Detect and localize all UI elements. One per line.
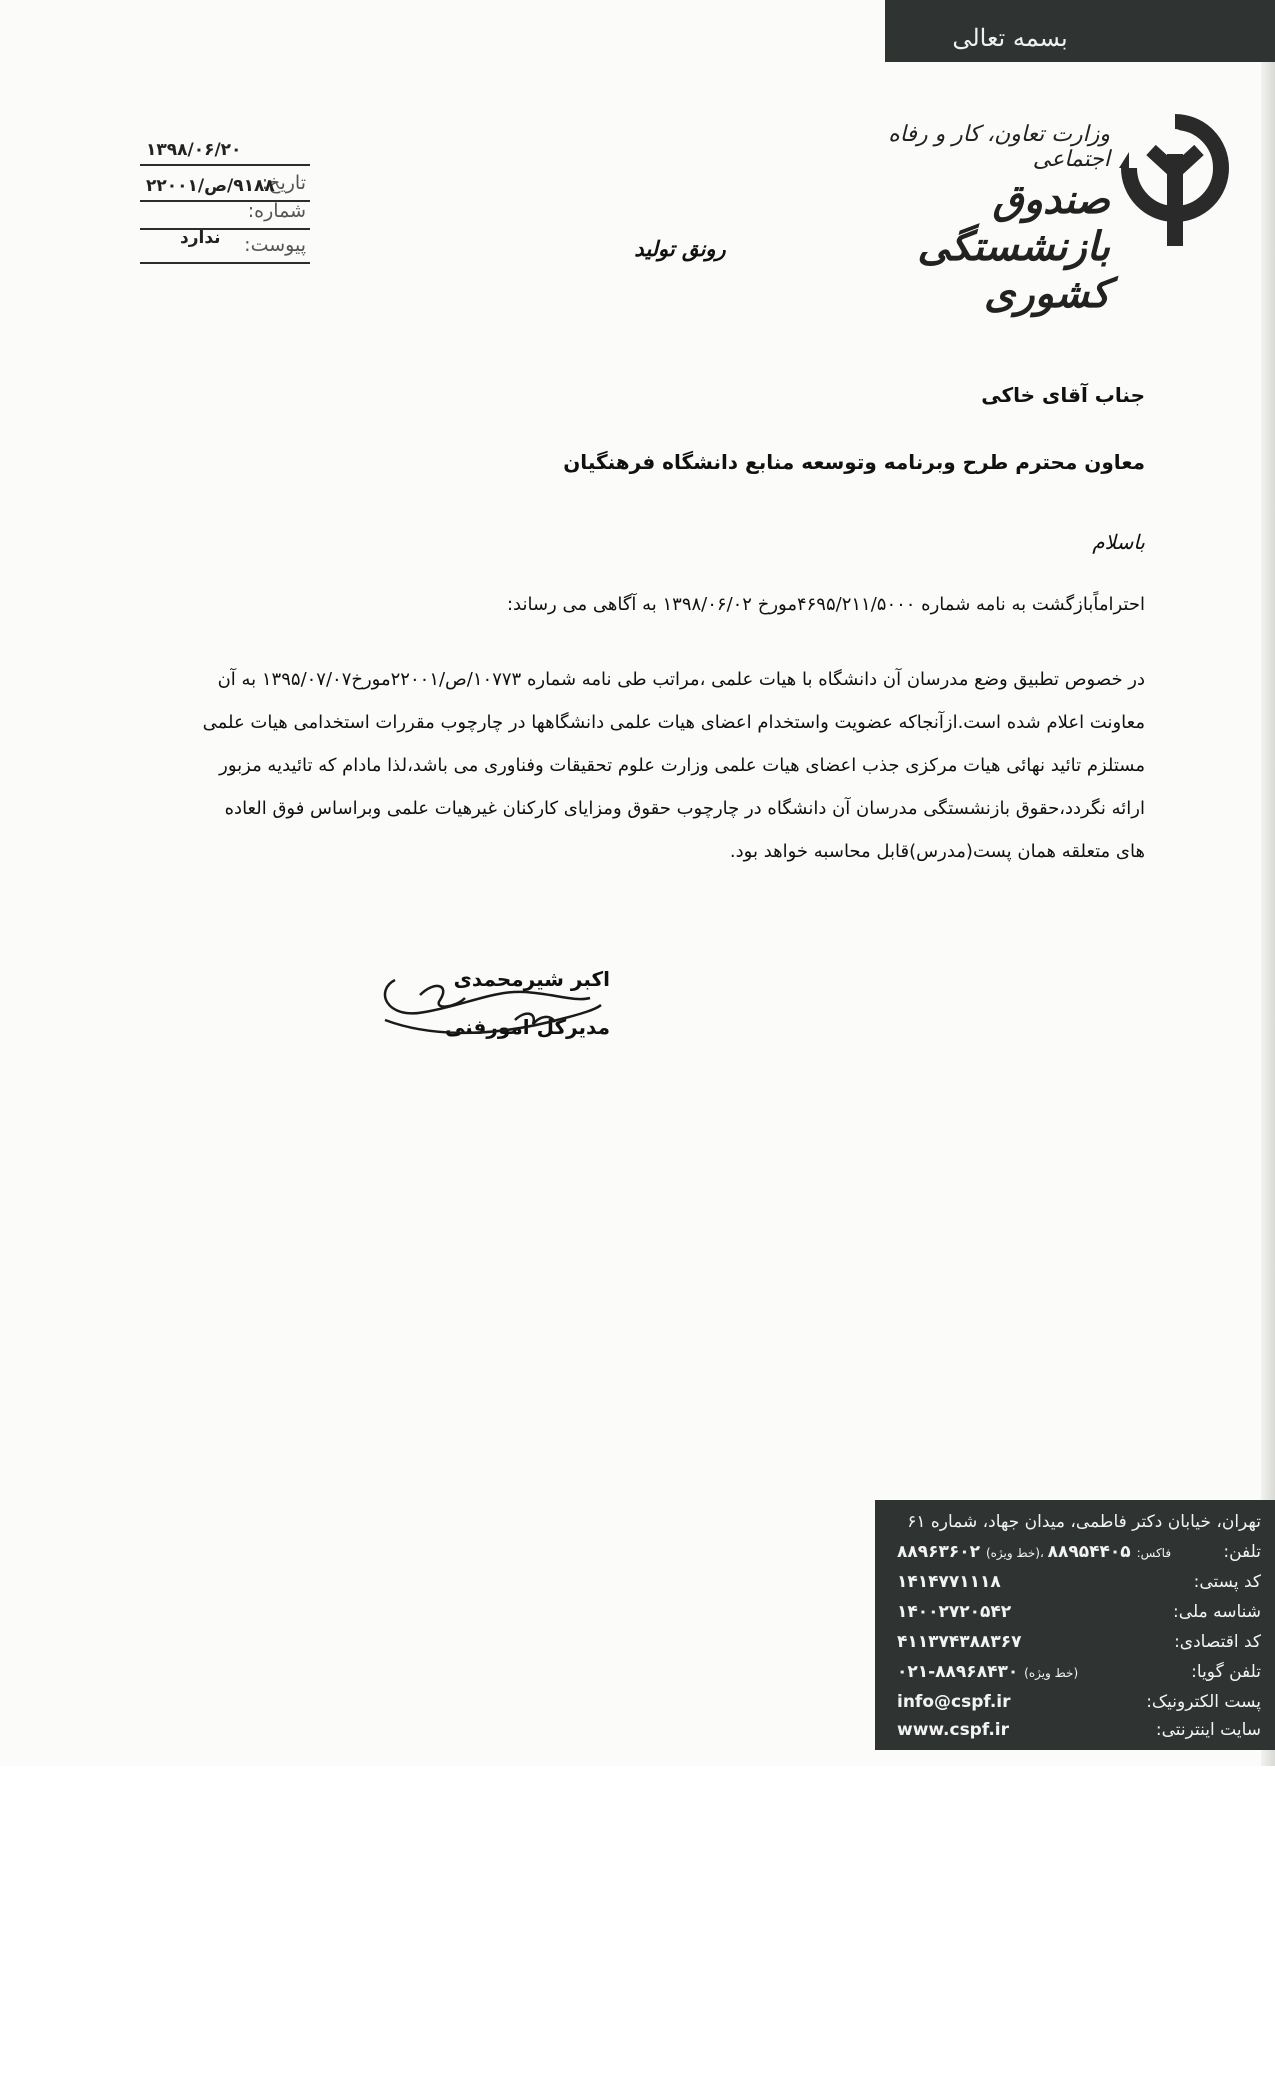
footer-website-row [881,1720,1261,1748]
website-link[interactable]: www.cspf.ir [897,1720,1009,1740]
phone-values [897,1542,1171,1562]
email-link[interactable]: info@cspf.ir [897,1692,1011,1712]
footer-national-id-row [881,1602,1261,1630]
footer-phone-row [881,1542,1261,1570]
email-label: پست الکترونیک: [1146,1692,1261,1712]
cc-note: رونق تولید [634,236,726,261]
voice-phone-label: تلفن گویا: [1191,1662,1261,1682]
attachment-row [140,230,310,264]
footer-address: تهران، خیابان دکتر فاطمی، میدان جهاد، شماره ۶۱ [907,1512,1261,1532]
date-value: ۱۳۹۸/۰۶/۲۰ [146,140,242,160]
main-paragraph: در خصوص تطبیق وضع مدرسان آن دانشگاه با هیات علمی ،مراتب طی نامه شماره ۱۰۷۷۳/ص/۲۲۰۰۱مورخ۱۳۹۵/۰۷/۰۷ به آن معاونت اعلام شده است.ازآنجاکه عضویت واستخدام اعضای هیات علمی دانشگاهها در چارچوب مقررات استخدامی هیات علمی مستلزم تائید نهائی هیات مرکزی جذب اعضای هیات علمی وزارت علوم تحقیقات وفناوری می باشد،لذا مادام که تائیدیه مزبور ارائه نگردد،حقوق بازنشستگی مدرسان آن دانشگاه در چارچوب حقوق ومزایای کارکنان غیرهیات علمی وبراساس فوق العاده های متعلقه همان پست(مدرس)قابل محاسبه خواهد بود. [202,669,1145,862]
intro-paragraph: احتراماًبازگشت به نامه شماره ۴۶۹۵/۲۱۱/۵۰۰۰مورخ ۱۳۹۸/۰۶/۰۲ به آگاهی می رساند: [506,594,1145,615]
phone-label: تلفن: [1223,1542,1261,1562]
signer-name: اکبر شیرمحمدی [453,967,610,991]
organization-name: صندوق بازنشستگی کشوری [917,176,1110,317]
addressee-position: معاون محترم طرح وبرنامه وتوسعه منابع دانشگاه فرهنگیان [563,450,1145,474]
footer-voice-row [881,1662,1261,1690]
number-value: ۹۱۸۸/ص/۲۲۰۰۱ [146,176,275,196]
addressee: جناب آقای خاکی [981,383,1145,407]
number-row [140,200,310,230]
date-label: تاریخ: [261,172,306,194]
voice-phone-value: ۰۲۱-۸۸۹۶۸۴۳۰ [897,1662,1019,1682]
ministry-name: وزارت تعاون، کار و رفاه اجتماعی [888,122,1110,172]
footer-economic-row [881,1632,1261,1660]
footer-email-row [881,1692,1261,1720]
fax-value: ۸۸۹۶۳۶۰۲ [897,1542,981,1562]
postal-label: کد پستی: [1193,1572,1261,1592]
website-label: سایت اینترنتی: [1155,1720,1261,1740]
attachment-value: ندارد [180,228,221,248]
bismillah-text: بسمه تعالی [952,24,1068,52]
postal-value: ۱۴۱۴۷۷۱۱۱۸ [897,1572,1001,1592]
number-label: شماره: [247,200,306,222]
economic-code-value: ۴۱۱۳۷۴۳۸۸۳۶۷ [897,1632,1022,1652]
economic-code-label: کد اقتصادی: [1174,1632,1261,1652]
national-id-label: شناسه ملی: [1173,1602,1261,1622]
phone-note: (خط ویژه)، فاکس: [985,1546,1172,1560]
handwritten-signature [365,950,605,1050]
voice-phone-values [897,1662,1078,1682]
footer-postal-row [881,1572,1261,1600]
national-id-value: ۱۴۰۰۲۷۲۰۵۴۲ [897,1602,1012,1622]
greeting: باسلام [1092,530,1145,554]
attachment-label: پیوست: [244,234,306,256]
bismillah-banner [885,0,1275,62]
cspf-logo-icon [1115,110,1235,250]
date-row [140,130,310,166]
signer-title: مدیرکل امورفنی [444,1015,610,1039]
date-label-row [140,166,310,202]
contact-footer [875,1500,1275,1750]
phone-value: ۸۸۹۵۴۴۰۵ [1047,1542,1131,1562]
voice-phone-note: (خط ویژه) [1024,1666,1079,1680]
